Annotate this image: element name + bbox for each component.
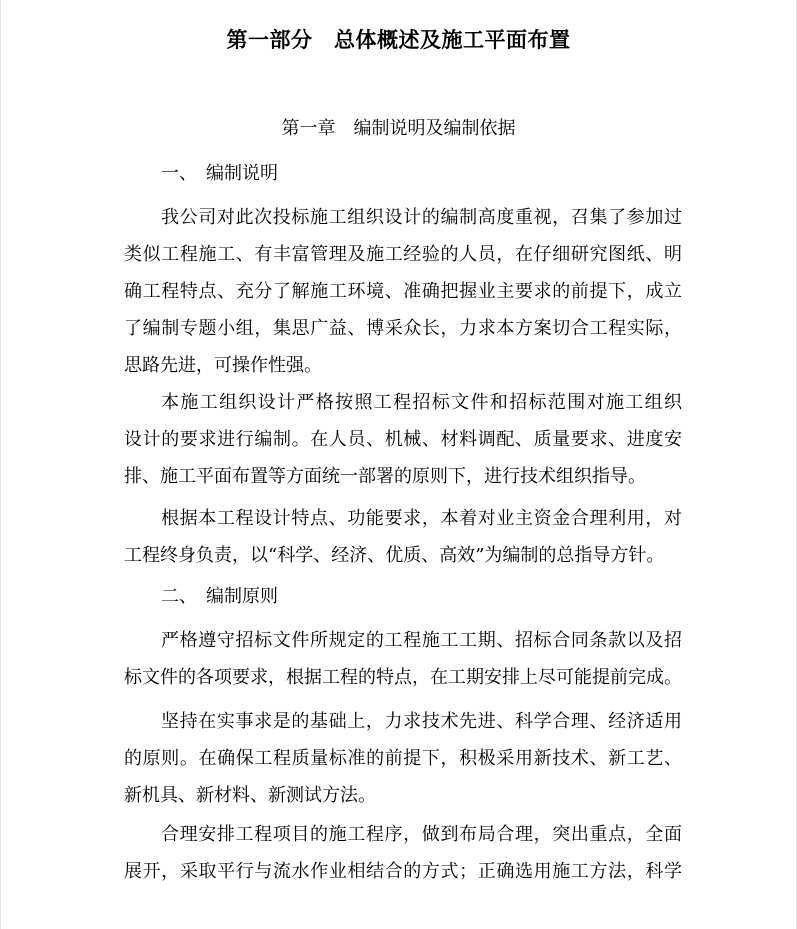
paragraph-line: 坚持在实事求是的基础上，力求技术先进、科学合理、经济适用: [161, 711, 682, 732]
part-title: 第一部分 总体概述及施工平面布置: [226, 28, 571, 52]
paragraph-line: 了编制专题小组，集思广益、博采众长，力求本方案切合工程实际，: [124, 318, 682, 339]
paragraph-line: 排、施工平面布置等方面统一部署的原则下，进行技术组织指导。: [124, 466, 646, 487]
paragraph-line: 新机具、新材料、新测试方法。: [124, 785, 376, 806]
paragraph: [124, 199, 682, 384]
paragraph-line: 严格遵守招标文件所规定的工程施工工期、招标合同条款以及招: [161, 630, 682, 651]
paragraph-line: 本施工组织设计严格按照工程招标文件和招标范围对施工组织: [161, 392, 682, 413]
paragraph-line: 确工程特点、充分了解施工环境、准确把握业主要求的前提下，成立: [124, 281, 682, 302]
paragraph-line: 标文件的各项要求，根据工程的特点，在工期安排上尽可能提前完成。: [124, 667, 682, 688]
paragraph-line: 类似工程施工、有丰富管理及施工经验的人员，在仔细研究图纸、明: [124, 244, 682, 265]
paragraph-line: 根据本工程设计特点、功能要求，本着对业主资金合理利用，对: [161, 508, 682, 529]
paragraph-line: 展开，采取平行与流水作业相结合的方式；正确选用施工方法，科学: [124, 861, 682, 882]
section-heading-2: 二、 编制原则: [161, 586, 278, 607]
paragraph: [124, 703, 682, 814]
paragraph: [124, 384, 682, 495]
paragraph: [124, 500, 682, 574]
paragraph-line: 思路先进，可操作性强。: [124, 355, 322, 376]
paragraph-line: 我公司对此次投标施工组织设计的编制高度重视，召集了参加过: [161, 207, 682, 228]
paragraph-line: 的原则。在确保工程质量标准的前提下，积极采用新技术、新工艺、: [124, 748, 682, 769]
paragraph: [124, 816, 682, 890]
paragraph-line: 工程终身负责，以“科学、经济、优质、高效”为编制的总指导方针。: [124, 545, 665, 566]
section-heading-1: 一、 编制说明: [161, 163, 278, 184]
paragraph-line: 合理安排工程项目的施工程序，做到布局合理，突出重点，全面: [161, 824, 682, 845]
paragraph-line: 设计的要求进行编制。在人员、机械、材料调配、质量要求、进度安: [124, 429, 682, 450]
chapter-title: 第一章 编制说明及编制依据: [281, 118, 516, 139]
paragraph: [124, 622, 682, 696]
